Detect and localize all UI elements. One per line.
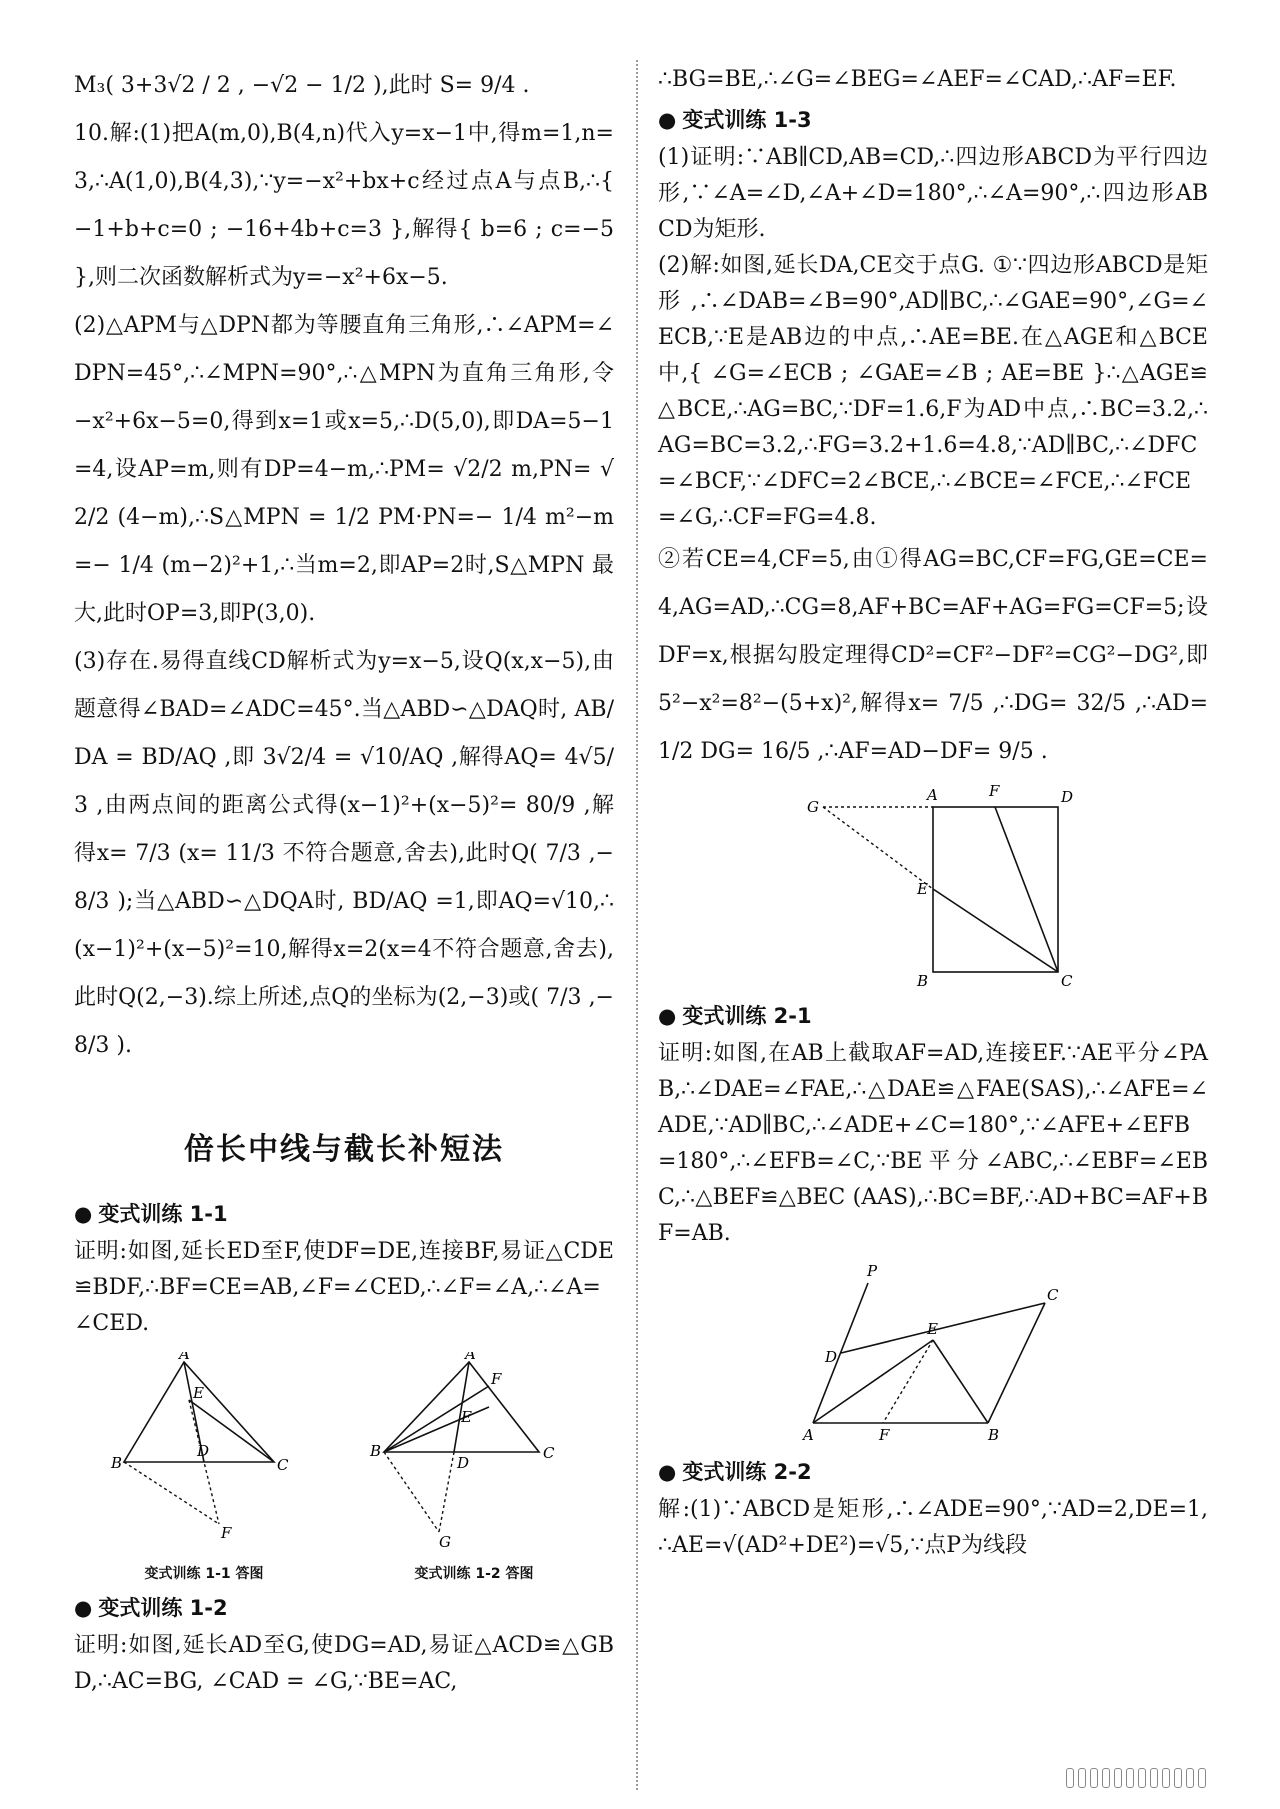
scroll-tick [1114,1768,1122,1788]
caption-1-1: 变式训练 1-1 答图 [144,1566,264,1582]
label-c: C [1047,1286,1059,1304]
label-e: E [461,1408,472,1426]
bullet-icon: ● [658,1004,677,1028]
label-e: E [193,1384,204,1402]
left-paragraph-3: (2)△APM与△DPN都为等腰直角三角形,∴∠APM=∠DPN=45°,∴∠MPN=90°,∴△MPN为直角三角形,令−x²+6x−5=0,得到x=1或x=5,∴D(5,0),即DA=5−1=4,设AP=m,则有DP=4−m,∴PM= √2/2 m,PN= √2/2 (4−m),∴S△MPN = 1/2 PM·PN=− 1/4 m²−m=− 1/4 (m−2)²+1,∴当m=2,即AP=2时,S△MPN 最大,此时OP=3,即P(3,0). [74,313,614,626]
triangle-figure-1-2 [369,1352,579,1552]
label-g: G [439,1533,451,1551]
heading-1-3 [658,102,1208,138]
bullet-icon: ● [74,1596,93,1620]
left-paragraph-6: 证明:如图,延长AD至G,使DG=AD,易证△ACD≌△GBD,∴AC=BG, ∠CAD = ∠G,∵BE=AC, [74,1633,614,1694]
label-e: E [917,880,928,898]
label-b: B [988,1426,1000,1444]
scroll-tick [1198,1768,1206,1788]
label-c: C [277,1456,289,1474]
label-d: D [1061,788,1074,806]
trapezoid-figure-2-1 [783,1258,1083,1448]
page-scrollbar[interactable] [1066,1769,1256,1787]
heading-1-1-label: 变式训练 1-1 [98,1202,228,1226]
label-f: F [221,1524,232,1542]
right-paragraph-2: (1)证明:∵AB∥CD,AB=CD,∴四边形ABCD为平行四边形,∵∠A=∠D,∠A+∠D=180°,∴∠A=90°,∴四边形ABCD为矩形. [658,145,1208,242]
scroll-tick [1138,1768,1146,1788]
label-e: E [927,1320,938,1338]
bullet-icon: ● [658,1460,677,1484]
scroll-tick [1150,1768,1158,1788]
right-paragraph-1: ∴BG=BE,∴∠G=∠BEG=∠AEF=∠CAD,∴AF=EF. [658,67,1177,92]
left-paragraph-5: 证明:如图,延长ED至F,使DF=DE,连接BF,易证△CDE≌BDF,∴BF=CE=AB,∠F=∠CED,∴∠F=∠A,∴∠A=∠CED. [74,1239,614,1336]
bullet-icon: ● [74,1202,93,1226]
left-column [74,62,621,1700]
label-a: A [927,786,938,804]
label-c: C [543,1444,555,1462]
label-b: B [111,1454,123,1472]
scroll-tick [1066,1768,1074,1788]
label-a: A [179,1352,190,1363]
scroll-tick [1126,1768,1134,1788]
figure-1-1 [109,1352,299,1584]
scroll-tick [1078,1768,1086,1788]
scroll-tick [1186,1768,1194,1788]
heading-1-2 [74,1590,614,1626]
scroll-tick [1102,1768,1110,1788]
figure-row-1 [74,1352,614,1584]
label-f: F [989,782,1000,800]
scroll-tick [1174,1768,1182,1788]
label-d: D [197,1442,210,1460]
label-g: G [807,798,819,816]
triangle-figure-1-1 [109,1352,299,1552]
section-title: 倍长中线与截长补短法 [184,1132,504,1167]
label-f: F [879,1426,890,1444]
right-paragraph-4: ②若CE=4,CF=5,由①得AG=BC,CF=FG,GE=CE=4,AG=AD,∴CG=8,AF+BC=AF+AG=FG=CF=5;设DF=x,根据勾股定理得CD²=CF²−DF²=CG²−DG²,即5²−x²=8²−(5+x)²,解得x= 7/5 ,∴DG= 32/5 ,∴AD= 1/2 DG= 16/5 ,∴AF=AD−DF= 9/5 . [658,547,1215,764]
right-paragraph-6: 解:(1)∵ABCD是矩形,∴∠ADE=90°,∵AD=2,DE=1,∴AE=√(AD²+DE²)=√5,∵点P为线段 [658,1497,1208,1558]
label-b: B [917,972,929,990]
label-d: D [457,1454,470,1472]
label-a: A [465,1352,476,1363]
heading-1-2-label: 变式训练 1-2 [98,1596,228,1620]
caption-1-2: 变式训练 1-2 答图 [414,1566,534,1582]
label-b: B [370,1442,382,1460]
label-f: F [491,1370,502,1388]
label-c: C [1061,972,1073,990]
heading-2-2 [658,1454,1208,1490]
column-divider [636,60,638,1790]
scroll-tick [1162,1768,1170,1788]
left-paragraph-4: (3)存在.易得直线CD解析式为y=x−5,设Q(x,x−5),由题意得∠BAD=∠ADC=45°.当△ABD∽△DAQ时, AB/DA = BD/AQ ,即 3√2/4 = √10/AQ ,解得AQ= 4√5/3 ,由两点间的距离公式得(x−1)²+(x−5)²= 80/9 ,解得x= 7/3 (x= 11/3 不符合题意,舍去),此时Q( 7/3 ,− 8/3 );当△ABD∽△DQA时, BD/AQ =1,即AQ=√10,∴(x−1)²+(x−5)²=10,解得x=2(x=4不符合题意,舍去),此时Q(2,−3).综上所述,点Q的坐标为(2,−3)或( 7/3 ,− 8/3 ). [74,649,621,1058]
right-paragraph-3: (2)解:如图,延长DA,CE交于点G. ①∵四边形ABCD是矩形,∴∠DAB=∠B=90°,AD∥BC,∴∠GAE=90°,∠G=∠ECB,∵E是AB边的中点,∴AE=BE.在△AGE和△BCE中,{ ∠G=∠ECB ; ∠GAE=∠B ; AE=BE }∴△AGE≌△BCE,∴AG=BC,∵DF=1.6,F为AD中点,∴BC=3.2,∴AG=BC=3.2,∴FG=3.2+1.6=4.8,∵AD∥BC,∴∠DFC=∠BCF,∵∠DFC=2∠BCE,∴∠BCE=∠FCE,∴∠FCE=∠G,∴CF=FG=4.8. [658,253,1208,530]
label-d: D [825,1348,838,1366]
rectangle-figure-1-3 [783,782,1083,992]
heading-1-3-label: 变式训练 1-3 [682,108,812,132]
heading-2-1-label: 变式训练 2-1 [682,1004,812,1028]
left-paragraph-1: M₃( 3+3√2 / 2 , −√2 − 1/2 ),此时 S= 9/4 . [74,73,530,98]
label-p: P [867,1262,878,1280]
figure-1-2 [369,1352,579,1584]
left-paragraph-2: 10.解:(1)把A(m,0),B(4,n)代入y=x−1中,得m=1,n=3,∴A(1,0),B(4,3),∵y=−x²+bx+c经过点A与点B,∴{ −1+b+c=0 ; −16+4b+c=3 },解得{ b=6 ; c=−5 },则二次函数解析式为y=−x²+6x−5. [74,121,621,290]
right-paragraph-5: 证明:如图,在AB上截取AF=AD,连接EF.∵AE平分∠PAB,∴∠DAE=∠FAE,∴△DAE≌△FAE(SAS),∴∠AFE=∠ADE,∵AD∥BC,∴∠ADE+∠C=180°,∵∠AFE+∠EFB=180°,∴∠EFB=∠C,∵BE平分∠ABC,∴∠EBF=∠EBC,∴△BEF≌△BEC (AAS),∴BC=BF,∴AD+BC=AF+BF=AB. [658,1041,1208,1246]
right-column [658,62,1215,1564]
label-a: A [803,1426,814,1444]
heading-1-1 [74,1196,614,1232]
heading-2-1 [658,998,1208,1034]
scroll-tick [1090,1768,1098,1788]
bullet-icon: ● [658,108,677,132]
heading-2-2-label: 变式训练 2-2 [682,1460,812,1484]
